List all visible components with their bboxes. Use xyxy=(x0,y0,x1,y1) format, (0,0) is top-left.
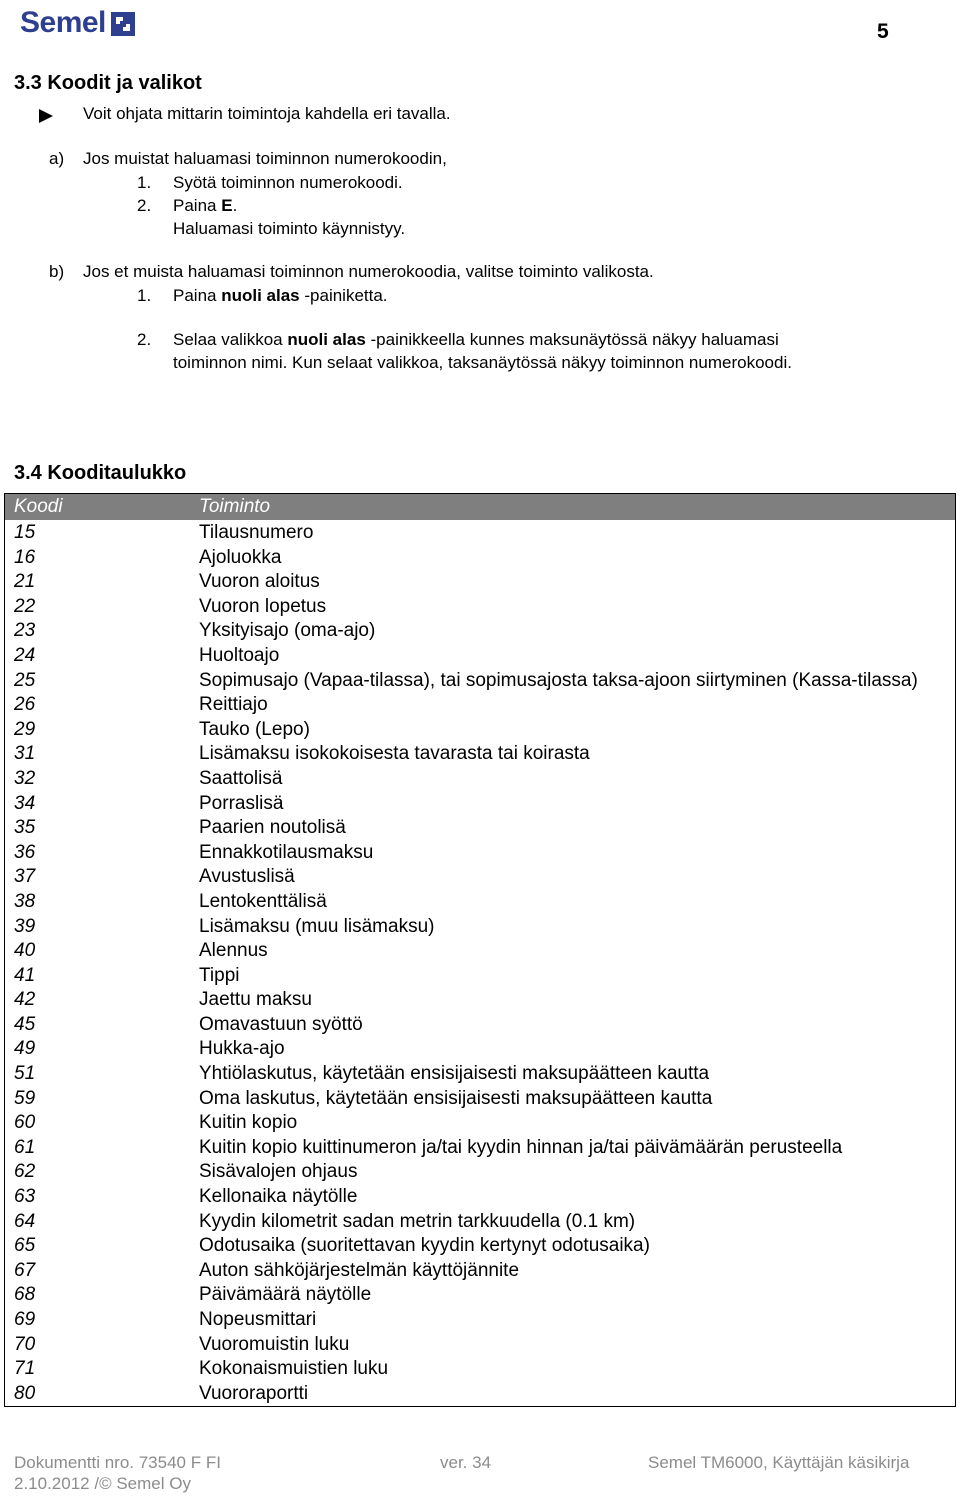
row-function: Odotusaika (suoritettavan kyydin kertynyt odotusaika) xyxy=(199,1235,650,1257)
row-function: Huoltoajo xyxy=(199,644,280,666)
table-row xyxy=(5,890,955,915)
option-b-step1 xyxy=(173,286,388,306)
code-table xyxy=(4,493,956,1407)
section-title-code-table: 3.4 Kooditaulukko xyxy=(14,462,187,484)
row-code: 26 xyxy=(14,694,36,716)
row-function: Kuitin kopio kuittinumeron ja/tai kyydin hinnan ja/tai päivämäärän perusteella xyxy=(199,1136,843,1158)
footer-manual-title: Semel TM6000, Käyttäjän käsikirja xyxy=(648,1453,910,1472)
row-function: Tauko (Lepo) xyxy=(199,718,310,740)
option-b-step2-continued: toiminnon nimi. Kun selaat valikkoa, taksanäytössä näkyy toiminnon numerokoodi. xyxy=(173,353,792,372)
table-row xyxy=(5,669,955,694)
step-number: 1. xyxy=(137,173,152,192)
row-function: Saattolisä xyxy=(199,767,283,789)
row-code: 36 xyxy=(14,841,36,863)
table-row xyxy=(5,1333,955,1358)
table-row xyxy=(5,693,955,718)
row-function: Yhtiölaskutus, käytetään ensisijaisesti maksupäätteen kautta xyxy=(199,1063,710,1085)
footer-version: ver. 34 xyxy=(440,1453,492,1472)
brand-name: Semel xyxy=(20,6,106,39)
table-row xyxy=(5,546,955,571)
option-b-label: b) xyxy=(49,262,65,281)
step-number: 2. xyxy=(137,330,152,349)
row-code: 51 xyxy=(14,1063,36,1085)
table-row xyxy=(5,619,955,644)
step-number: 2. xyxy=(137,196,152,215)
table-row xyxy=(5,792,955,817)
table-row xyxy=(5,595,955,620)
row-function: Ajoluokka xyxy=(199,546,282,568)
table-row xyxy=(5,1357,955,1382)
step-text: Paina xyxy=(173,286,217,305)
row-code: 32 xyxy=(14,767,36,789)
row-code: 70 xyxy=(14,1333,36,1355)
row-function: Lentokenttälisä xyxy=(199,890,327,912)
key-name: nuoli alas xyxy=(221,286,300,305)
option-a-step1: Syötä toiminnon numerokoodi. xyxy=(173,173,403,192)
row-code: 23 xyxy=(14,620,36,642)
row-function: Kellonaika näytölle xyxy=(199,1186,358,1208)
table-row xyxy=(5,1185,955,1210)
row-function: Kuitin kopio xyxy=(199,1112,298,1134)
row-function: Tippi xyxy=(199,964,240,986)
row-function: Vuoron lopetus xyxy=(199,595,327,617)
row-code: 39 xyxy=(14,915,36,937)
row-code: 22 xyxy=(14,595,36,617)
table-row xyxy=(5,1062,955,1087)
table-row xyxy=(5,988,955,1013)
row-code: 67 xyxy=(14,1259,36,1281)
row-function: Reittiajo xyxy=(199,694,268,716)
row-code: 62 xyxy=(14,1161,36,1183)
step-number: 1. xyxy=(137,286,152,305)
row-function: Oma laskutus, käytetään ensisijaisesti maksupäätteen kautta xyxy=(199,1087,713,1109)
row-function: Paarien noutolisä xyxy=(199,817,346,839)
table-row xyxy=(5,1160,955,1185)
table-row xyxy=(5,1308,955,1333)
step-text: Paina xyxy=(173,196,217,215)
table-row xyxy=(5,865,955,890)
option-b-step2 xyxy=(173,330,779,350)
row-code: 63 xyxy=(14,1186,36,1208)
footer-document-number: Dokumentti nro. 73540 F FI xyxy=(14,1453,221,1472)
row-function: Auton sähköjärjestelmän käyttöjännite xyxy=(199,1259,520,1281)
table-row xyxy=(5,964,955,989)
option-a-step2 xyxy=(173,196,237,216)
step-text: Selaa valikkoa xyxy=(173,330,283,349)
table-row xyxy=(5,939,955,964)
row-code: 21 xyxy=(14,571,36,593)
row-code: 71 xyxy=(14,1358,36,1380)
row-function: Ennakkotilausmaksu xyxy=(199,841,374,863)
table-row xyxy=(5,767,955,792)
row-code: 69 xyxy=(14,1309,36,1330)
row-function: Nopeusmittari xyxy=(199,1309,317,1330)
row-code: 64 xyxy=(14,1210,36,1232)
table-row xyxy=(5,1037,955,1062)
table-header xyxy=(5,494,955,520)
row-code: 38 xyxy=(14,890,36,912)
row-code: 34 xyxy=(14,792,36,814)
row-function: Hukka-ajo xyxy=(199,1038,285,1060)
row-code: 40 xyxy=(14,940,36,962)
row-function: Kokonaismuistien luku xyxy=(199,1358,389,1380)
section-title-codes-menus: 3.3 Koodit ja valikot xyxy=(14,72,202,94)
row-function: Omavastuun syöttö xyxy=(199,1013,363,1035)
row-code: 80 xyxy=(14,1382,36,1404)
row-code: 42 xyxy=(14,989,36,1011)
semel-logo xyxy=(20,6,136,40)
row-code: 49 xyxy=(14,1038,36,1060)
table-row xyxy=(5,1382,955,1407)
row-function: Päivämäärä näytölle xyxy=(199,1284,372,1306)
table-row xyxy=(5,816,955,841)
row-code: 25 xyxy=(14,669,36,691)
step-text: . xyxy=(232,196,238,215)
table-row xyxy=(5,1283,955,1308)
key-name: nuoli alas xyxy=(287,330,366,349)
table-row xyxy=(5,1210,955,1235)
row-function: Lisämaksu (muu lisämaksu) xyxy=(199,915,435,937)
step-text: -painiketta. xyxy=(304,286,388,305)
option-a-step3: Haluamasi toiminto käynnistyy. xyxy=(173,219,406,238)
row-code: 37 xyxy=(14,866,36,888)
row-function: Tilausnumero xyxy=(199,522,314,543)
row-function: Jaettu maksu xyxy=(199,989,312,1011)
table-row xyxy=(5,1087,955,1112)
row-function: Vuoromuistin luku xyxy=(199,1333,350,1355)
column-header-code: Koodi xyxy=(14,496,63,517)
row-code: 15 xyxy=(14,522,36,543)
row-function: Yksityisajo (oma-ajo) xyxy=(199,620,376,642)
row-code: 16 xyxy=(14,546,36,568)
row-function: Vuoron aloitus xyxy=(199,571,320,593)
row-code: 68 xyxy=(14,1284,36,1306)
table-row xyxy=(5,1259,955,1284)
table-row xyxy=(5,742,955,767)
key-name: E xyxy=(221,196,233,215)
row-code: 35 xyxy=(14,817,36,839)
table-row xyxy=(5,644,955,669)
row-function: Sisävalojen ohjaus xyxy=(199,1161,358,1183)
row-code: 41 xyxy=(14,964,36,986)
intro-text: Voit ohjata mittarin toimintoja kahdella eri tavalla. xyxy=(83,104,451,123)
table-row xyxy=(5,570,955,595)
row-function: Kyydin kilometrit sadan metrin tarkkuudella (0.1 km) xyxy=(199,1210,636,1232)
table-body xyxy=(5,520,955,1406)
row-function: Sopimusajo (Vapaa-tilassa), tai sopimusajosta taksa-ajoon siirtyminen (Kassa-tilassa) xyxy=(199,669,918,691)
table-row xyxy=(5,520,955,546)
table-row xyxy=(5,1111,955,1136)
option-b-text: Jos et muista haluamasi toiminnon numerokoodia, valitse toiminto valikosta. xyxy=(83,262,654,281)
row-function: Porraslisä xyxy=(199,792,284,814)
bullet-arrow-icon xyxy=(38,108,54,124)
table-row xyxy=(5,718,955,743)
row-code: 24 xyxy=(14,644,36,666)
footer-date-copyright: 2.10.2012 /© Semel Oy xyxy=(14,1474,191,1493)
row-code: 45 xyxy=(14,1013,36,1035)
table-row xyxy=(5,1234,955,1259)
semel-logo-icon xyxy=(110,11,136,37)
row-function: Lisämaksu isokokoisesta tavarasta tai koirasta xyxy=(199,743,590,765)
table-row xyxy=(5,841,955,866)
table-row xyxy=(5,1136,955,1161)
row-code: 31 xyxy=(14,743,36,765)
row-function: Alennus xyxy=(199,940,268,962)
table-row xyxy=(5,1013,955,1038)
row-code: 59 xyxy=(14,1087,36,1109)
option-a-text: Jos muistat haluamasi toiminnon numerokoodin, xyxy=(83,149,447,168)
row-function: Avustuslisä xyxy=(199,866,295,888)
row-function: Vuororaportti xyxy=(199,1382,309,1404)
column-header-function: Toiminto xyxy=(199,496,271,517)
row-code: 65 xyxy=(14,1235,36,1257)
option-a-label: a) xyxy=(49,149,65,168)
step-text: -painikkeella kunnes maksunäytössä näkyy haluamasi xyxy=(370,330,779,349)
row-code: 29 xyxy=(14,718,36,740)
table-row xyxy=(5,915,955,940)
row-code: 61 xyxy=(14,1136,36,1158)
page-number: 5 xyxy=(877,20,889,43)
row-code: 60 xyxy=(14,1112,36,1134)
